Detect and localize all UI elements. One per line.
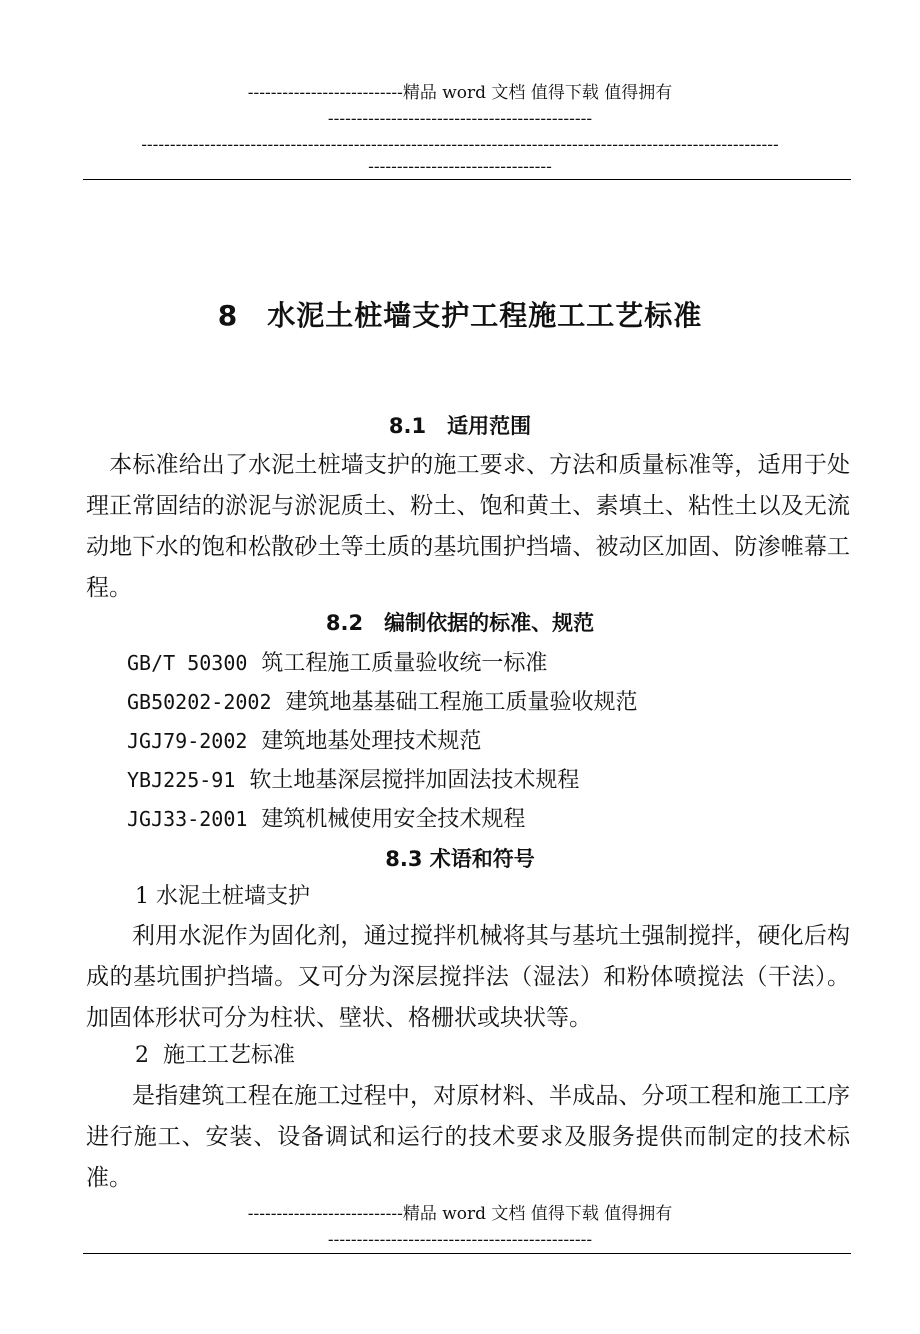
term-definition-2: 是指建筑工程在施工过程中，对原材料、半成品、分项工程和施工工序进行施工、安装、设备调试和运行的技术要求及服务提供而制定的技术标准。 [86, 1083, 850, 1191]
reference-item: GB/T 50300 筑工程施工质量验收统一标准 [127, 651, 548, 676]
document-title: 8 水泥土桩墙支护工程施工工艺标准 [217, 299, 703, 332]
header-banner: ---------------------------精品 word 文档 值得下载 值得拥有 [247, 83, 673, 103]
section-heading-8-2: 8.2 编制依据的标准、规范 [325, 611, 595, 635]
footer-banner: ---------------------------精品 word 文档 值得下载 值得拥有 [247, 1204, 673, 1224]
reference-item: GB50202-2002 建筑地基基础工程施工质量验收规范 [127, 690, 638, 715]
reference-item: JGJ33-2001 建筑机械使用安全技术规程 [127, 807, 526, 832]
header-dashes-long: --------------------------------------------------------------------------------------------------------------- [141, 135, 779, 155]
header-dashes-short: -------------------------------- [368, 157, 552, 177]
term-definition-1: 利用水泥作为固化剂，通过搅拌机械将其与基坑土强制搅拌，硬化后构成的基坑围护挡墙。又可分为深层搅拌法（湿法）和粉体喷搅法（干法）。加固体形状可分为柱状、壁状、格栅状或块状等。 [86, 923, 850, 1031]
reference-item: YBJ225-91 软土地基深层搅拌加固法技术规程 [127, 768, 580, 793]
section-heading-8-1: 8.1 适用范围 [388, 414, 532, 438]
section-heading-8-3: 8.3 术语和符号 [385, 847, 535, 871]
footer-dashes: ---------------------------------------------- [327, 1230, 593, 1250]
header-rule [83, 179, 851, 180]
term-title-2: 2 施工工艺标准 [135, 1043, 295, 1068]
footer-rule [83, 1253, 851, 1254]
term-title-1: 1 水泥土桩墙支护 [135, 884, 310, 909]
section-8-1-paragraph: 本标准给出了水泥土桩墙支护的施工要求、方法和质量标准等，适用于处理正常固结的淤泥与淤泥质土、粉土、饱和黄土、素填土、粘性土以及无流动地下水的饱和松散砂土等土质的基坑围护挡墙、被动区加固、防渗帷幕工程。 [86, 452, 850, 601]
header-dashes: ---------------------------------------------- [327, 109, 593, 129]
reference-item: JGJ79-2002 建筑地基处理技术规范 [127, 729, 482, 754]
